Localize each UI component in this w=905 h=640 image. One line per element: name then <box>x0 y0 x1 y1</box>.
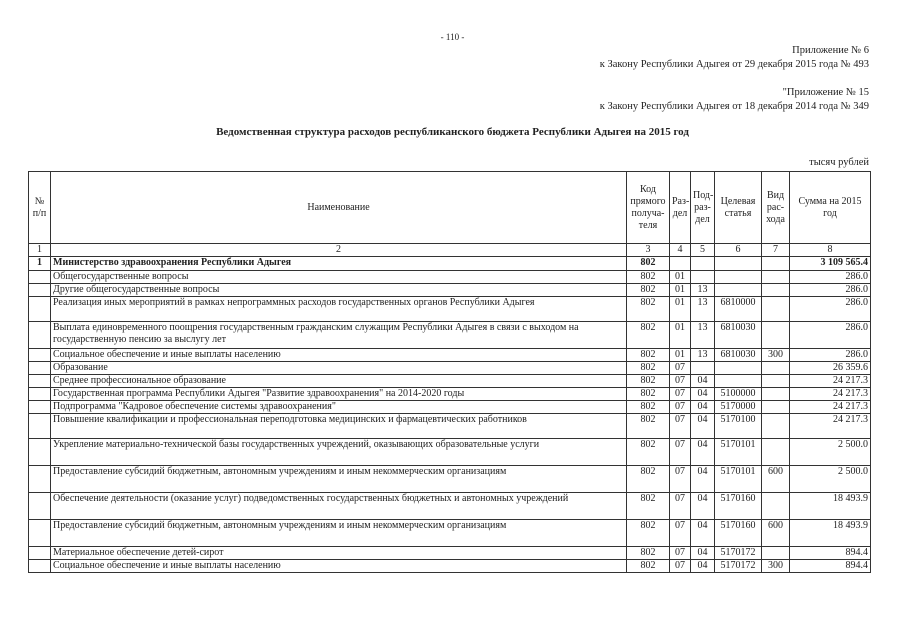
annex-15-law-ref: к Закону Республики Адыгея от 18 декабря 2014 года № 349 <box>599 101 869 112</box>
cell-code: 802 <box>627 414 670 439</box>
cell-name: Министерство здравоохранения Республики Адыгея <box>51 257 627 271</box>
cell-sum: 286.0 <box>790 297 871 322</box>
annex-15-block <box>600 86 869 114</box>
cell-target: 5100000 <box>715 388 762 401</box>
table-row <box>29 271 871 284</box>
cell-kind <box>762 284 790 297</box>
cell-section: 07 <box>670 493 691 520</box>
page-number: - 110 - <box>440 32 465 42</box>
header-subsection: Под-раз-дел <box>691 172 715 244</box>
cell-kind <box>762 362 790 375</box>
cell-kind <box>762 401 790 414</box>
cell-subsection <box>691 362 715 375</box>
cell-target: 5170000 <box>715 401 762 414</box>
cell-name: Материальное обеспечение детей-сирот <box>51 547 627 560</box>
cell-kind <box>762 297 790 322</box>
cell-code: 802 <box>627 439 670 466</box>
cell-sum: 24 217.3 <box>790 401 871 414</box>
cell-sum: 18 493.9 <box>790 493 871 520</box>
table-row <box>29 297 871 322</box>
cell-subsection: 13 <box>691 349 715 362</box>
cell-sum: 286.0 <box>790 284 871 297</box>
cell-name: Социальное обеспечение и иные выплаты населению <box>51 560 627 573</box>
cell-subsection: 13 <box>691 297 715 322</box>
cell-subsection <box>691 257 715 271</box>
cell-kind <box>762 322 790 349</box>
column-number-row <box>29 244 871 257</box>
cell-name: Предоставление субсидий бюджетным, автономным учреждениям и иным некоммерческим организациям <box>51 466 627 493</box>
cell-subsection: 04 <box>691 493 715 520</box>
table-row <box>29 349 871 362</box>
cell-subsection: 04 <box>691 375 715 388</box>
header-name: Наименование <box>51 172 627 244</box>
header-section: Раз-дел <box>670 172 691 244</box>
cell-section: 07 <box>670 466 691 493</box>
cell-subsection: 13 <box>691 284 715 297</box>
cell-num <box>29 401 51 414</box>
cell-kind <box>762 388 790 401</box>
cell-subsection: 04 <box>691 401 715 414</box>
cell-target: 5170160 <box>715 520 762 547</box>
cell-target: 6810030 <box>715 349 762 362</box>
cell-section: 07 <box>670 560 691 573</box>
cell-subsection: 04 <box>691 466 715 493</box>
cell-name: Обеспечение деятельности (оказание услуг) подведомственных государственных бюджетных и автономных учреждений <box>51 493 627 520</box>
cell-subsection: 13 <box>691 322 715 349</box>
cell-sum: 3 109 565.4 <box>790 257 871 271</box>
cell-num <box>29 439 51 466</box>
cell-subsection: 04 <box>691 547 715 560</box>
cell-kind: 300 <box>762 560 790 573</box>
table-row <box>29 375 871 388</box>
annex-15-title: "Приложение № 15 <box>782 87 869 98</box>
cell-target <box>715 257 762 271</box>
cell-section: 07 <box>670 414 691 439</box>
cell-sum: 24 217.3 <box>790 388 871 401</box>
cell-sum: 24 217.3 <box>790 414 871 439</box>
col-number: 4 <box>670 244 691 257</box>
cell-num <box>29 322 51 349</box>
table-row <box>29 547 871 560</box>
cell-section: 01 <box>670 284 691 297</box>
cell-name: Среднее профессиональное образование <box>51 375 627 388</box>
cell-code: 802 <box>627 375 670 388</box>
cell-target <box>715 362 762 375</box>
cell-kind <box>762 257 790 271</box>
cell-kind: 300 <box>762 349 790 362</box>
col-number: 6 <box>715 244 762 257</box>
budget-table <box>28 171 871 573</box>
cell-name: Предоставление субсидий бюджетным, автономным учреждениям и иным некоммерческим организациям <box>51 520 627 547</box>
cell-code: 802 <box>627 257 670 271</box>
cell-num: 1 <box>29 257 51 271</box>
cell-section: 07 <box>670 388 691 401</box>
cell-code: 802 <box>627 547 670 560</box>
header-kind: Вид рас-хода <box>762 172 790 244</box>
header-target: Целевая статья <box>715 172 762 244</box>
cell-code: 802 <box>627 493 670 520</box>
cell-code: 802 <box>627 297 670 322</box>
table-row <box>29 388 871 401</box>
table-row <box>29 493 871 520</box>
cell-section: 07 <box>670 401 691 414</box>
cell-num <box>29 271 51 284</box>
col-number: 5 <box>691 244 715 257</box>
cell-target: 5170100 <box>715 414 762 439</box>
cell-num <box>29 520 51 547</box>
cell-name: Подпрограмма "Кадровое обеспечение системы здравоохранения" <box>51 401 627 414</box>
cell-name: Социальное обеспечение и иные выплаты населению <box>51 349 627 362</box>
cell-kind <box>762 439 790 466</box>
table-row <box>29 439 871 466</box>
header-num: № п/п <box>29 172 51 244</box>
cell-sum: 24 217.3 <box>790 375 871 388</box>
cell-subsection: 04 <box>691 414 715 439</box>
cell-subsection <box>691 271 715 284</box>
cell-subsection: 04 <box>691 520 715 547</box>
cell-code: 802 <box>627 401 670 414</box>
cell-code: 802 <box>627 284 670 297</box>
cell-target: 6810000 <box>715 297 762 322</box>
cell-code: 802 <box>627 520 670 547</box>
cell-section: 01 <box>670 271 691 284</box>
cell-target <box>715 271 762 284</box>
cell-section: 07 <box>670 375 691 388</box>
cell-kind <box>762 547 790 560</box>
table-row <box>29 322 871 349</box>
cell-name: Государственная программа Республики Адыгея "Развитие здравоохранения" на 2014-2020 годы <box>51 388 627 401</box>
cell-kind <box>762 271 790 284</box>
cell-section: 07 <box>670 520 691 547</box>
annex-6-block <box>600 44 869 72</box>
cell-num <box>29 466 51 493</box>
cell-target: 5170172 <box>715 560 762 573</box>
cell-target: 5170101 <box>715 439 762 466</box>
cell-num <box>29 284 51 297</box>
cell-num <box>29 493 51 520</box>
annex-6-title: Приложение № 6 <box>792 45 869 56</box>
cell-target <box>715 375 762 388</box>
annex-6-law-ref: к Закону Республики Адыгея от 29 декабря 2015 года № 493 <box>599 59 869 70</box>
cell-sum: 18 493.9 <box>790 520 871 547</box>
cell-section: 07 <box>670 547 691 560</box>
cell-num <box>29 375 51 388</box>
cell-kind <box>762 493 790 520</box>
table-row <box>29 466 871 493</box>
header-sum: Сумма на 2015 год <box>790 172 871 244</box>
table-body <box>29 257 871 573</box>
col-number: 7 <box>762 244 790 257</box>
table-row <box>29 362 871 375</box>
cell-section: 01 <box>670 322 691 349</box>
document-title: Ведомственная структура расходов республиканского бюджета Республики Адыгея на 2015 год <box>216 126 689 138</box>
cell-name: Выплата единовременного поощрения государственным гражданским служащим Республики Адыгея в связи с выходом на государственную пенсию за выслугу лет <box>51 322 627 349</box>
cell-kind: 600 <box>762 520 790 547</box>
cell-sum: 286.0 <box>790 322 871 349</box>
cell-kind: 600 <box>762 466 790 493</box>
col-number: 1 <box>29 244 51 257</box>
header-code: Код прямого получа-теля <box>627 172 670 244</box>
cell-target: 6810030 <box>715 322 762 349</box>
table-row <box>29 401 871 414</box>
cell-code: 802 <box>627 271 670 284</box>
cell-kind <box>762 375 790 388</box>
cell-sum: 2 500.0 <box>790 439 871 466</box>
cell-sum: 286.0 <box>790 349 871 362</box>
cell-code: 802 <box>627 388 670 401</box>
cell-target: 5170160 <box>715 493 762 520</box>
cell-num <box>29 297 51 322</box>
cell-code: 802 <box>627 349 670 362</box>
table-row <box>29 560 871 573</box>
cell-kind <box>762 414 790 439</box>
cell-name: Укрепление материально-технической базы государственных учреждений, оказывающих образовательные услуги <box>51 439 627 466</box>
cell-target: 5170172 <box>715 547 762 560</box>
cell-sum: 2 500.0 <box>790 466 871 493</box>
cell-sum: 894.4 <box>790 547 871 560</box>
cell-name: Повышение квалификации и профессиональная переподготовка медицинских и фармацевтических работников <box>51 414 627 439</box>
cell-name: Образование <box>51 362 627 375</box>
cell-section: 07 <box>670 362 691 375</box>
cell-num <box>29 388 51 401</box>
table-row <box>29 257 871 271</box>
cell-code: 802 <box>627 362 670 375</box>
cell-subsection: 04 <box>691 388 715 401</box>
cell-code: 802 <box>627 322 670 349</box>
cell-name: Реализация иных мероприятий в рамках непрограммных расходов государственных органов Республики Адыгея <box>51 297 627 322</box>
cell-num <box>29 547 51 560</box>
cell-subsection: 04 <box>691 439 715 466</box>
cell-sum: 894.4 <box>790 560 871 573</box>
table-row <box>29 284 871 297</box>
cell-section: 01 <box>670 349 691 362</box>
cell-code: 802 <box>627 466 670 493</box>
col-number: 2 <box>51 244 627 257</box>
cell-target: 5170101 <box>715 466 762 493</box>
table-row <box>29 520 871 547</box>
cell-section: 01 <box>670 297 691 322</box>
header-row <box>29 172 871 244</box>
cell-sum: 26 359.6 <box>790 362 871 375</box>
cell-subsection: 04 <box>691 560 715 573</box>
cell-code: 802 <box>627 560 670 573</box>
table-row <box>29 414 871 439</box>
col-number: 8 <box>790 244 871 257</box>
cell-name: Другие общегосударственные вопросы <box>51 284 627 297</box>
cell-section <box>670 257 691 271</box>
cell-sum: 286.0 <box>790 271 871 284</box>
cell-num <box>29 349 51 362</box>
cell-name: Общегосударственные вопросы <box>51 271 627 284</box>
cell-num <box>29 560 51 573</box>
col-number: 3 <box>627 244 670 257</box>
cell-section: 07 <box>670 439 691 466</box>
units-label: тысяч рублей <box>809 157 869 168</box>
cell-target <box>715 284 762 297</box>
cell-num <box>29 414 51 439</box>
cell-num <box>29 362 51 375</box>
